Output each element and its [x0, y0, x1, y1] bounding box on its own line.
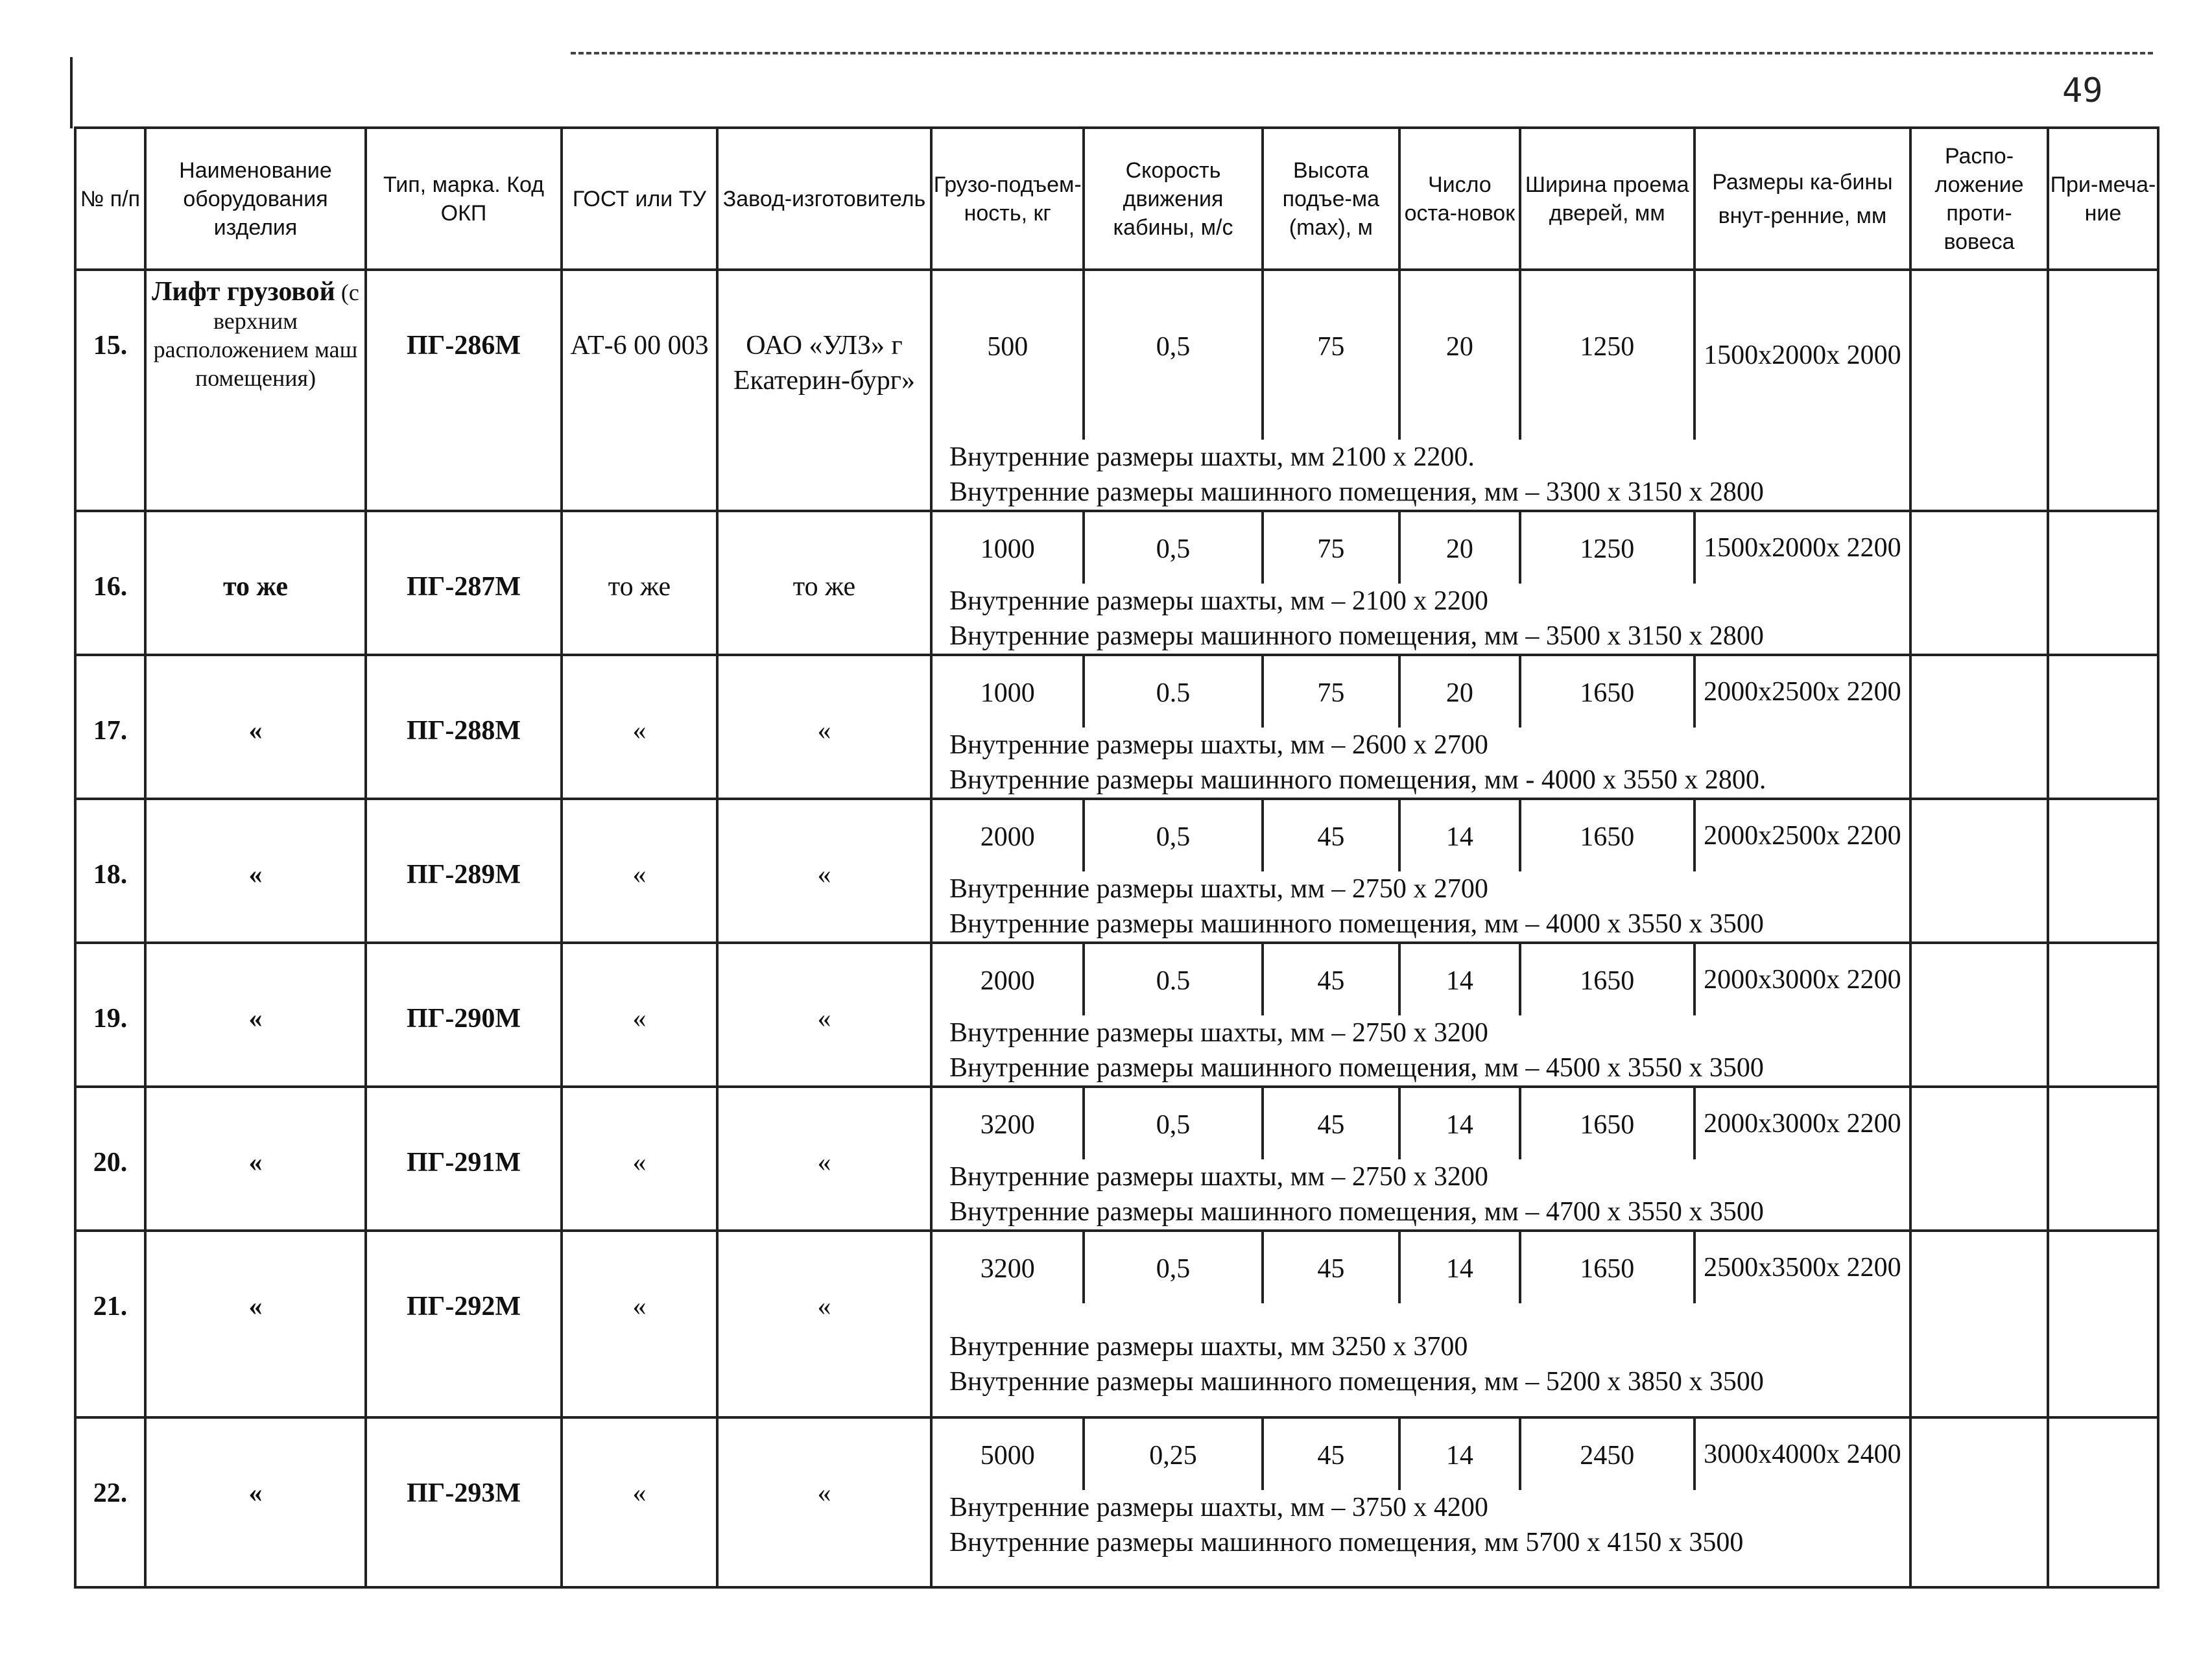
row-cabin: 3000х4000х 2400: [1704, 1439, 1901, 1469]
row-gost: «: [562, 799, 717, 943]
row-speed: 0,5: [1085, 1232, 1263, 1303]
header-name: Наименование оборудования изделия: [145, 128, 366, 270]
table-row: [75, 1231, 2158, 1417]
row-stops: 14: [1401, 800, 1521, 871]
left-frame-line: [70, 57, 73, 128]
row-height: 75: [1264, 271, 1401, 440]
row-machine-room-size: Внутренние размеры машинного помещения, мм 5700 х 4150 х 3500: [949, 1528, 1744, 1557]
row-stops: 20: [1401, 656, 1521, 728]
row-note: [2048, 1231, 2158, 1417]
row-counterweight: [1910, 943, 2048, 1087]
row-speed: 0,5: [1085, 1088, 1263, 1159]
row-plant: «: [717, 1231, 931, 1417]
row-params: [931, 1087, 1910, 1231]
row-number: 16.: [75, 511, 145, 655]
row-height: 45: [1264, 1232, 1401, 1303]
row-name-bold: «: [248, 860, 263, 890]
row-load: 2000: [933, 800, 1085, 871]
header-plant: Завод-изготовитель: [717, 128, 931, 270]
header-stops: Число оста-новок: [1401, 129, 1521, 268]
row-plant: «: [717, 655, 931, 799]
row-params: [931, 655, 1910, 799]
header-type: Тип, марка. Код ОКП: [366, 128, 562, 270]
row-load: 5000: [933, 1419, 1085, 1490]
row-shaft-size: Внутренние размеры шахты, мм 2100 х 2200.: [949, 442, 1475, 472]
table-row: [75, 1087, 2158, 1231]
row-speed: 0,5: [1085, 800, 1263, 871]
row-code: ПГ-289М: [366, 799, 562, 943]
row-stops: 14: [1401, 944, 1521, 1015]
row-params: [931, 943, 1910, 1087]
row-note: [2048, 943, 2158, 1087]
row-code: ПГ-288М: [366, 655, 562, 799]
row-number: 21.: [75, 1231, 145, 1417]
row-machine-room-size: Внутренние размеры машинного помещения, мм – 4700 х 3550 х 3500: [949, 1197, 1764, 1227]
row-cabin: 2000х3000х 2200: [1704, 1109, 1901, 1139]
row-machine-room-size: Внутренние размеры машинного помещения, мм - 4000 х 3550 х 2800.: [949, 765, 1766, 795]
row-name-bold: Лифт грузовой: [152, 277, 335, 307]
row-name: [145, 511, 366, 655]
table-row: [75, 799, 2158, 943]
header-load: Грузо-подъем-ность, кг: [933, 129, 1085, 268]
row-params: [931, 1231, 1910, 1417]
row-note: [2048, 655, 2158, 799]
table-row: [75, 511, 2158, 655]
row-gost: АТ-6 00 003: [562, 270, 717, 511]
row-door: 1250: [1521, 271, 1696, 440]
row-stops: 14: [1401, 1088, 1521, 1159]
row-shaft-size: Внутренние размеры шахты, мм 3250 х 3700: [949, 1332, 1468, 1362]
row-name-bold: «: [248, 1148, 263, 1178]
row-note: [2048, 270, 2158, 511]
row-counterweight: [1910, 655, 2048, 799]
row-name: [145, 1231, 366, 1417]
row-height: 45: [1264, 944, 1401, 1015]
row-speed: 0.5: [1085, 656, 1263, 728]
row-gost: «: [562, 1417, 717, 1587]
row-name: [145, 799, 366, 943]
row-stops: 14: [1401, 1419, 1521, 1490]
row-params: [931, 270, 1910, 511]
row-shaft-size: Внутренние размеры шахты, мм – 2600 х 2700: [949, 730, 1488, 760]
row-number: 17.: [75, 655, 145, 799]
row-name: [145, 655, 366, 799]
row-code: ПГ-290М: [366, 943, 562, 1087]
table-row: [75, 655, 2158, 799]
header-speed: Скорость движения кабины, м/с: [1085, 129, 1263, 268]
row-cabin: 2000х2500х 2200: [1704, 821, 1901, 851]
header-num: № п/п: [75, 128, 145, 270]
table-row: [75, 270, 2158, 511]
row-cabin: 2000х2500х 2200: [1704, 677, 1901, 707]
row-door: 1650: [1521, 944, 1696, 1015]
row-load: 3200: [933, 1232, 1085, 1303]
row-name: [145, 943, 366, 1087]
row-name-bold: «: [248, 716, 263, 746]
header-gost: ГОСТ или ТУ: [562, 128, 717, 270]
row-number: 19.: [75, 943, 145, 1087]
row-gost: «: [562, 655, 717, 799]
row-number: 20.: [75, 1087, 145, 1231]
page-number: 49: [2062, 71, 2103, 110]
row-door: 1650: [1521, 800, 1696, 871]
row-name-bold: «: [248, 1478, 263, 1508]
row-counterweight: [1910, 799, 2048, 943]
row-door: 1250: [1521, 512, 1696, 584]
row-counterweight: [1910, 511, 2048, 655]
row-note: [2048, 511, 2158, 655]
row-gost: «: [562, 1087, 717, 1231]
row-note: [2048, 1417, 2158, 1587]
header-counterweight: Распо-ложение проти-вовеса: [1910, 128, 2048, 270]
row-shaft-size: Внутренние размеры шахты, мм – 2750 х 3200: [949, 1018, 1488, 1048]
row-door: 1650: [1521, 1232, 1696, 1303]
row-code: ПГ-293М: [366, 1417, 562, 1587]
row-code: ПГ-287М: [366, 511, 562, 655]
row-machine-room-size: Внутренние размеры машинного помещения, мм – 5200 х 3850 х 3500: [949, 1367, 1764, 1397]
row-name-bold: «: [248, 1292, 263, 1321]
row-load: 1000: [933, 656, 1085, 728]
row-params: [931, 1417, 1910, 1587]
row-name-bold: «: [248, 1004, 263, 1034]
row-plant: «: [717, 1417, 931, 1587]
row-name: [145, 1087, 366, 1231]
table-row: [75, 1417, 2158, 1587]
row-shaft-size: Внутренние размеры шахты, мм – 3750 х 4200: [949, 1493, 1488, 1522]
equipment-table: [74, 126, 2159, 1589]
row-height: 45: [1264, 1088, 1401, 1159]
row-door: 2450: [1521, 1419, 1696, 1490]
row-plant: то же: [717, 511, 931, 655]
row-note: [2048, 1087, 2158, 1231]
row-stops: 14: [1401, 1232, 1521, 1303]
header-note: При-меча-ние: [2048, 128, 2158, 270]
row-machine-room-size: Внутренние размеры машинного помещения, мм – 3500 х 3150 х 2800: [949, 621, 1764, 651]
header-cabin: Размеры ка-бины внут-ренние, мм: [1712, 169, 1893, 228]
row-machine-room-size: Внутренние размеры машинного помещения, мм – 4000 х 3550 х 3500: [949, 909, 1764, 939]
row-cabin: 1500х2000х 2200: [1704, 533, 1901, 563]
row-number: 18.: [75, 799, 145, 943]
row-params: [931, 799, 1910, 943]
row-shaft-size: Внутренние размеры шахты, мм – 2750 х 2700: [949, 874, 1488, 904]
row-speed: 0,25: [1085, 1419, 1263, 1490]
header-door: Ширина проема дверей, мм: [1521, 129, 1696, 268]
header-row: [75, 128, 2158, 270]
row-note: [2048, 799, 2158, 943]
row-counterweight: [1910, 1231, 2048, 1417]
row-params: [931, 511, 1910, 655]
row-shaft-size: Внутренние размеры шахты, мм – 2100 х 2200: [949, 586, 1488, 616]
row-counterweight: [1910, 270, 2048, 511]
row-name-rest: (с верхним расположением маш помещения): [153, 279, 359, 391]
row-speed: 0,5: [1085, 512, 1263, 584]
row-gost: «: [562, 943, 717, 1087]
row-name: [145, 270, 366, 511]
row-plant: ОАО «УЛЗ» г Екатерин-бург»: [717, 270, 931, 511]
top-dashed-line: [571, 52, 2153, 54]
row-gost: то же: [562, 511, 717, 655]
row-name-bold: то же: [222, 572, 289, 602]
row-counterweight: [1910, 1087, 2048, 1231]
row-speed: 0,5: [1085, 271, 1263, 440]
row-shaft-size: Внутренние размеры шахты, мм – 2750 х 3200: [949, 1162, 1488, 1192]
row-cabin: 2500х3500х 2200: [1704, 1253, 1901, 1283]
row-height: 75: [1264, 656, 1401, 728]
row-number: 22.: [75, 1417, 145, 1587]
row-stops: 20: [1401, 512, 1521, 584]
row-machine-room-size: Внутренние размеры машинного помещения, мм – 4500 х 3550 х 3500: [949, 1053, 1764, 1083]
row-load: 1000: [933, 512, 1085, 584]
row-speed: 0.5: [1085, 944, 1263, 1015]
table-row: [75, 943, 2158, 1087]
row-door: 1650: [1521, 656, 1696, 728]
row-door: 1650: [1521, 1088, 1696, 1159]
row-plant: «: [717, 799, 931, 943]
row-code: ПГ-292М: [366, 1231, 562, 1417]
row-name: [145, 1417, 366, 1587]
row-code: ПГ-286М: [366, 270, 562, 511]
row-cabin: 1500х2000х 2000: [1704, 340, 1901, 370]
row-plant: «: [717, 1087, 931, 1231]
row-load: 3200: [933, 1088, 1085, 1159]
row-height: 45: [1264, 800, 1401, 871]
row-load: 2000: [933, 944, 1085, 1015]
row-gost: «: [562, 1231, 717, 1417]
row-height: 45: [1264, 1419, 1401, 1490]
header-params: [931, 128, 1910, 270]
row-number: 15.: [75, 270, 145, 511]
header-height: Высота подъе-ма (max), м: [1264, 129, 1401, 268]
row-counterweight: [1910, 1417, 2048, 1587]
row-plant: «: [717, 943, 931, 1087]
row-height: 75: [1264, 512, 1401, 584]
row-stops: 20: [1401, 271, 1521, 440]
row-code: ПГ-291М: [366, 1087, 562, 1231]
row-cabin: 2000х3000х 2200: [1704, 965, 1901, 995]
row-machine-room-size: Внутренние размеры машинного помещения, мм – 3300 х 3150 х 2800: [949, 477, 1764, 507]
row-load: 500: [933, 271, 1085, 440]
